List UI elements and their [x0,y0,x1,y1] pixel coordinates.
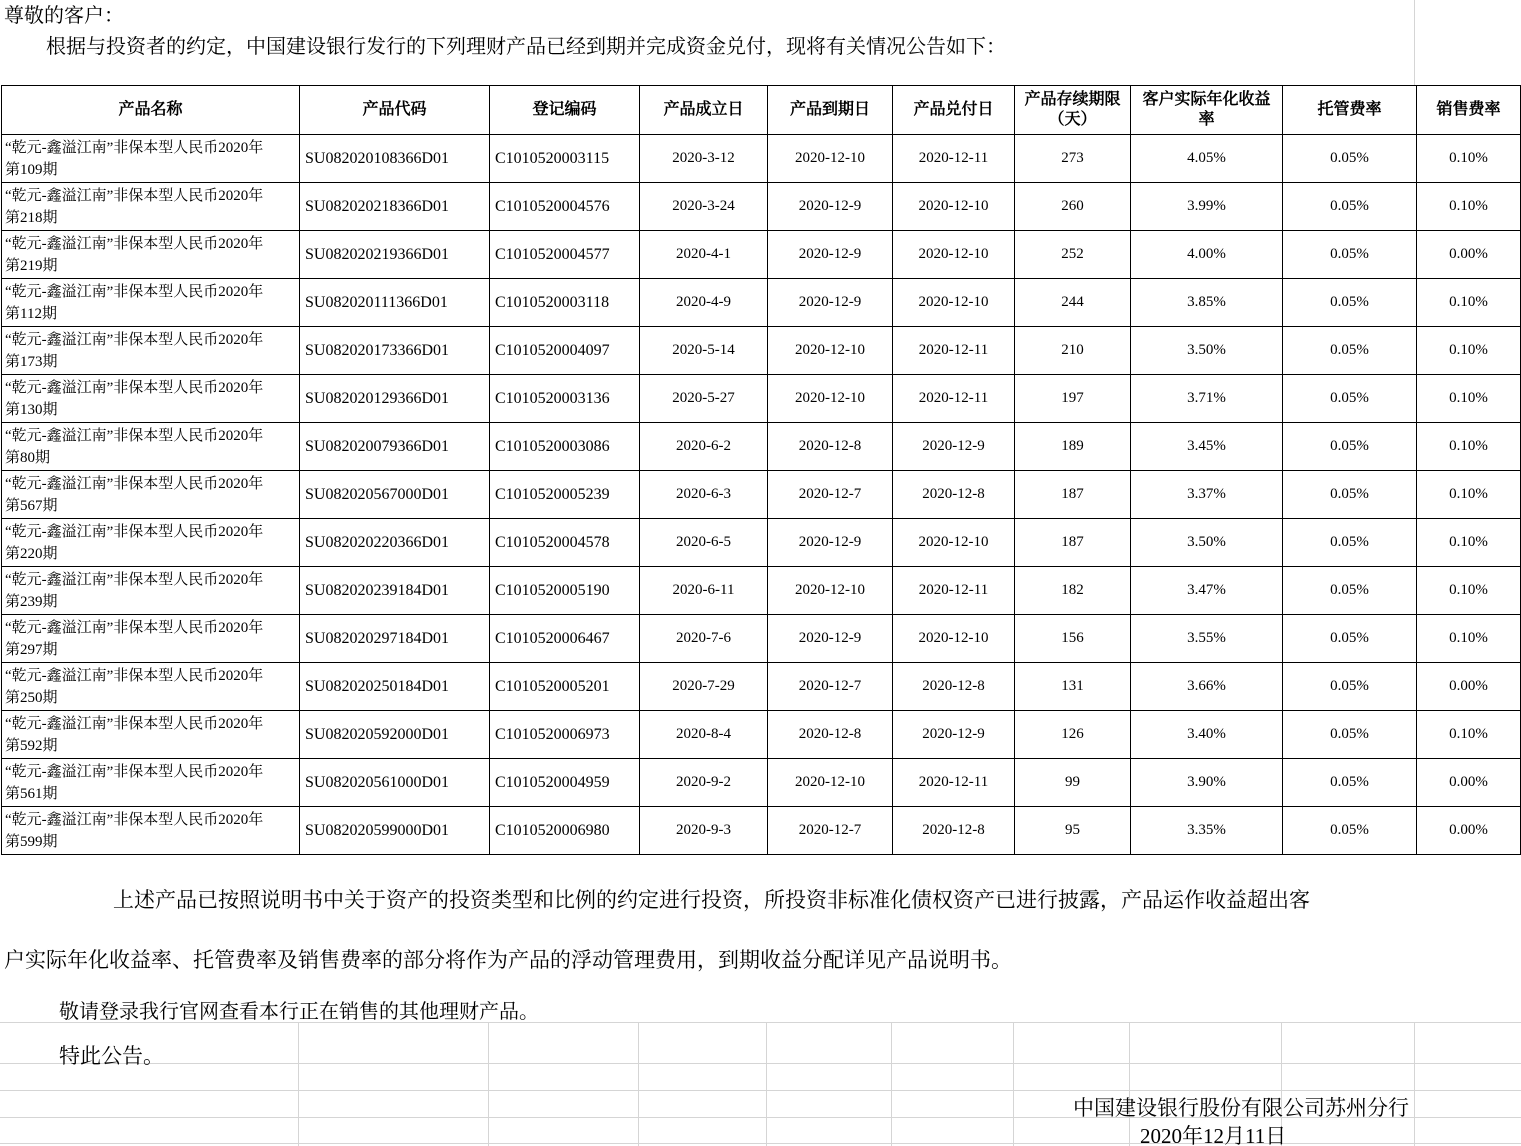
table-cell: C1010520004577 [490,231,640,279]
table-cell: SU082020218366D01 [300,183,490,231]
column-header: 销售费率 [1417,86,1521,135]
table-row [2,711,1521,759]
table-cell: 126 [1015,711,1131,759]
intro-body-text: 根据与投资者的约定，中国建设银行发行的下列理财产品已经到期并完成资金兑付，现将有关情况公告如下： [46,36,1006,58]
table-row [2,615,1521,663]
table-cell: 2020-12-9 [893,423,1015,471]
gridline [1129,1022,1130,1146]
table-cell: C1010520003136 [490,375,640,423]
investment-note-line2: 户实际年化收益率、托管费率及销售费率的部分将作为产品的浮动管理费用，到期收益分配详见产品说明书。 [4,948,1012,972]
product-name-cell: “乾元-鑫溢江南”非保本型人民币2020年 第130期 [2,375,300,423]
table-cell: 0.05% [1283,807,1417,855]
table-cell: 2020-12-8 [768,423,893,471]
table-row [2,423,1521,471]
table-cell: 2020-12-11 [893,567,1015,615]
table-cell: C1010520005190 [490,567,640,615]
table-cell: 3.85% [1131,279,1283,327]
table-cell: 0.05% [1283,759,1417,807]
table-cell: SU082020219366D01 [300,231,490,279]
table-cell: 2020-12-9 [893,711,1015,759]
table-cell: 3.45% [1131,423,1283,471]
table-row [2,183,1521,231]
table-cell: 252 [1015,231,1131,279]
table-cell: SU082020250184D01 [300,663,490,711]
column-header: 产品成立日 [640,86,768,135]
table-cell: C1010520006467 [490,615,640,663]
column-header: 产品兑付日 [893,86,1015,135]
table-cell: 3.90% [1131,759,1283,807]
investment-note-line1: 上述产品已按照说明书中关于资产的投资类型和比例的约定进行投资，所投资非标准化债权资产已进行披露，产品运作收益超出客 [113,888,1310,912]
table-row [2,375,1521,423]
table-cell: 0.00% [1417,231,1521,279]
table-row [2,471,1521,519]
table-cell: 0.05% [1283,327,1417,375]
table-cell: 156 [1015,615,1131,663]
table-cell: C1010520004097 [490,327,640,375]
table-row [2,567,1521,615]
table-cell: 0.10% [1417,135,1521,183]
table-cell: 0.00% [1417,759,1521,807]
table-cell: SU082020239184D01 [300,567,490,615]
table-cell: SU082020297184D01 [300,615,490,663]
intro-block [4,3,1006,60]
table-cell: SU082020079366D01 [300,423,490,471]
gridline [0,1063,1521,1064]
table-cell: 2020-7-6 [640,615,768,663]
table-cell: SU082020220366D01 [300,519,490,567]
table-cell: 0.00% [1417,807,1521,855]
table-cell: 0.10% [1417,519,1521,567]
table-cell: C1010520003118 [490,279,640,327]
column-header: 产品代码 [300,86,490,135]
product-name-cell: “乾元-鑫溢江南”非保本型人民币2020年 第567期 [2,471,300,519]
table-cell: 2020-12-10 [768,759,893,807]
table-cell: 0.05% [1283,471,1417,519]
product-name-cell: “乾元-鑫溢江南”非保本型人民币2020年 第239期 [2,567,300,615]
gridline [298,1022,299,1146]
table-cell: 3.71% [1131,375,1283,423]
table-cell: 2020-12-10 [893,231,1015,279]
table-cell: SU082020599000D01 [300,807,490,855]
table-row [2,279,1521,327]
login-note: 敬请登录我行官网查看本行正在销售的其他理财产品。 [59,1001,539,1023]
product-name-cell: “乾元-鑫溢江南”非保本型人民币2020年 第592期 [2,711,300,759]
gridline [1414,0,1415,85]
table-cell: SU082020561000D01 [300,759,490,807]
table-cell: 3.47% [1131,567,1283,615]
table-cell: 2020-12-11 [893,759,1015,807]
table-cell: 0.10% [1417,375,1521,423]
table-cell: 2020-9-3 [640,807,768,855]
table-cell: C1010520003086 [490,423,640,471]
table-cell: 2020-6-2 [640,423,768,471]
gridline [891,1022,892,1146]
table-cell: 2020-12-10 [893,519,1015,567]
table-row [2,519,1521,567]
table-cell: C1010520005239 [490,471,640,519]
table-cell: 2020-12-10 [768,567,893,615]
table-cell: 0.05% [1283,663,1417,711]
table-cell: 0.10% [1417,567,1521,615]
product-name-cell: “乾元-鑫溢江南”非保本型人民币2020年 第109期 [2,135,300,183]
table-cell: 273 [1015,135,1131,183]
table-cell: 2020-7-29 [640,663,768,711]
table-cell: 187 [1015,471,1131,519]
table-cell: 2020-4-1 [640,231,768,279]
table-cell: 2020-3-12 [640,135,768,183]
table-cell: 244 [1015,279,1131,327]
column-header: 客户实际年化收益率 [1131,86,1283,135]
table-cell: 2020-4-9 [640,279,768,327]
gridline [0,1143,1521,1144]
gridline [0,1090,1521,1091]
table-cell: 3.66% [1131,663,1283,711]
table-cell: SU082020111366D01 [300,279,490,327]
table-cell: 0.00% [1417,663,1521,711]
table-cell: 2020-6-11 [640,567,768,615]
table-cell: 260 [1015,183,1131,231]
table-cell: 2020-12-10 [893,615,1015,663]
table-cell: 2020-12-9 [768,279,893,327]
column-header: 产品到期日 [768,86,893,135]
gridline [638,1022,639,1146]
table-cell: C1010520004959 [490,759,640,807]
product-name-cell: “乾元-鑫溢江南”非保本型人民币2020年 第112期 [2,279,300,327]
table-cell: C1010520006980 [490,807,640,855]
table-cell: C1010520003115 [490,135,640,183]
table-cell: C1010520004576 [490,183,640,231]
product-name-cell: “乾元-鑫溢江南”非保本型人民币2020年 第219期 [2,231,300,279]
salutation-text: 尊敬的客户： [4,5,124,27]
table-cell: 2020-6-3 [640,471,768,519]
table-cell: 2020-12-8 [893,807,1015,855]
table-cell: 0.10% [1417,423,1521,471]
table-cell: 187 [1015,519,1131,567]
table-cell: SU082020592000D01 [300,711,490,759]
table-cell: 2020-12-11 [893,327,1015,375]
product-name-cell: “乾元-鑫溢江南”非保本型人民币2020年 第561期 [2,759,300,807]
table-cell: 0.10% [1417,279,1521,327]
table-cell: 131 [1015,663,1131,711]
column-header: 产品名称 [2,86,300,135]
table-row [2,807,1521,855]
table-cell: SU082020173366D01 [300,327,490,375]
column-header: 登记编码 [490,86,640,135]
table-cell: 0.10% [1417,327,1521,375]
table-cell: 2020-5-14 [640,327,768,375]
table-cell: 197 [1015,375,1131,423]
table-row [2,135,1521,183]
table-cell: 2020-12-9 [768,183,893,231]
table-cell: 0.05% [1283,135,1417,183]
table-cell: 99 [1015,759,1131,807]
table-cell: 2020-12-11 [893,135,1015,183]
announcement-date: 2020年12月11日 [1140,1124,1287,1146]
table-cell: 0.10% [1417,615,1521,663]
table-cell: 2020-12-10 [768,135,893,183]
table-cell: 0.05% [1283,279,1417,327]
table-cell: 189 [1015,423,1131,471]
product-name-cell: “乾元-鑫溢江南”非保本型人民币2020年 第599期 [2,807,300,855]
table-cell: 2020-5-27 [640,375,768,423]
products-table [1,85,1521,855]
table-cell: 3.50% [1131,519,1283,567]
product-name-cell: “乾元-鑫溢江南”非保本型人民币2020年 第80期 [2,423,300,471]
table-cell: 4.05% [1131,135,1283,183]
table-cell: 0.05% [1283,615,1417,663]
product-name-cell: “乾元-鑫溢江南”非保本型人民币2020年 第220期 [2,519,300,567]
table-cell: 0.05% [1283,183,1417,231]
product-name-cell: “乾元-鑫溢江南”非保本型人民币2020年 第218期 [2,183,300,231]
table-cell: 2020-12-9 [768,615,893,663]
table-cell: 2020-12-7 [768,807,893,855]
table-cell: 0.05% [1283,519,1417,567]
column-header: 产品存续期限（天） [1015,86,1131,135]
product-name-cell: “乾元-鑫溢江南”非保本型人民币2020年 第250期 [2,663,300,711]
table-cell: 0.05% [1283,567,1417,615]
table-cell: 95 [1015,807,1131,855]
table-cell: C1010520004578 [490,519,640,567]
table-cell: 2020-3-24 [640,183,768,231]
table-cell: C1010520006973 [490,711,640,759]
table-cell: SU082020567000D01 [300,471,490,519]
table-cell: 0.10% [1417,471,1521,519]
table-row [2,327,1521,375]
table-cell: 2020-12-9 [768,519,893,567]
table-cell: 3.55% [1131,615,1283,663]
table-cell: 2020-12-7 [768,471,893,519]
table-cell: 2020-12-11 [893,375,1015,423]
column-header: 托管费率 [1283,86,1417,135]
table-cell: SU082020129366D01 [300,375,490,423]
gridline [1414,1022,1415,1146]
table-cell: 2020-12-8 [893,663,1015,711]
table-cell: 4.00% [1131,231,1283,279]
product-name-cell: “乾元-鑫溢江南”非保本型人民币2020年 第297期 [2,615,300,663]
table-cell: SU082020108366D01 [300,135,490,183]
table-cell: 3.40% [1131,711,1283,759]
table-cell: 3.37% [1131,471,1283,519]
table-cell: C1010520005201 [490,663,640,711]
table-row [2,759,1521,807]
table-cell: 2020-12-8 [893,471,1015,519]
table-cell: 2020-12-10 [768,375,893,423]
gridline [1013,1022,1014,1146]
table-cell: 0.05% [1283,711,1417,759]
table-row [2,231,1521,279]
table-cell: 2020-9-2 [640,759,768,807]
table-cell: 0.05% [1283,231,1417,279]
table-cell: 2020-12-10 [893,279,1015,327]
table-cell: 0.05% [1283,375,1417,423]
table-cell: 3.99% [1131,183,1283,231]
table-cell: 3.35% [1131,807,1283,855]
table-cell: 2020-12-7 [768,663,893,711]
table-cell: 0.10% [1417,183,1521,231]
table-cell: 2020-12-10 [893,183,1015,231]
table-cell: 2020-12-8 [768,711,893,759]
table-cell: 3.50% [1131,327,1283,375]
table-cell: 210 [1015,327,1131,375]
gridline [766,1022,767,1146]
table-cell: 2020-8-4 [640,711,768,759]
table-cell: 2020-6-5 [640,519,768,567]
table-header-row [2,86,1521,135]
table-cell: 0.10% [1417,711,1521,759]
closing-note: 特此公告。 [59,1044,164,1068]
issuer-signature: 中国建设银行股份有限公司苏州分行 [1073,1096,1409,1120]
table-row [2,663,1521,711]
table-cell: 0.05% [1283,423,1417,471]
product-name-cell: “乾元-鑫溢江南”非保本型人民币2020年 第173期 [2,327,300,375]
table-cell: 182 [1015,567,1131,615]
table-cell: 2020-12-9 [768,231,893,279]
gridline [488,1022,489,1146]
table-cell: 2020-12-10 [768,327,893,375]
